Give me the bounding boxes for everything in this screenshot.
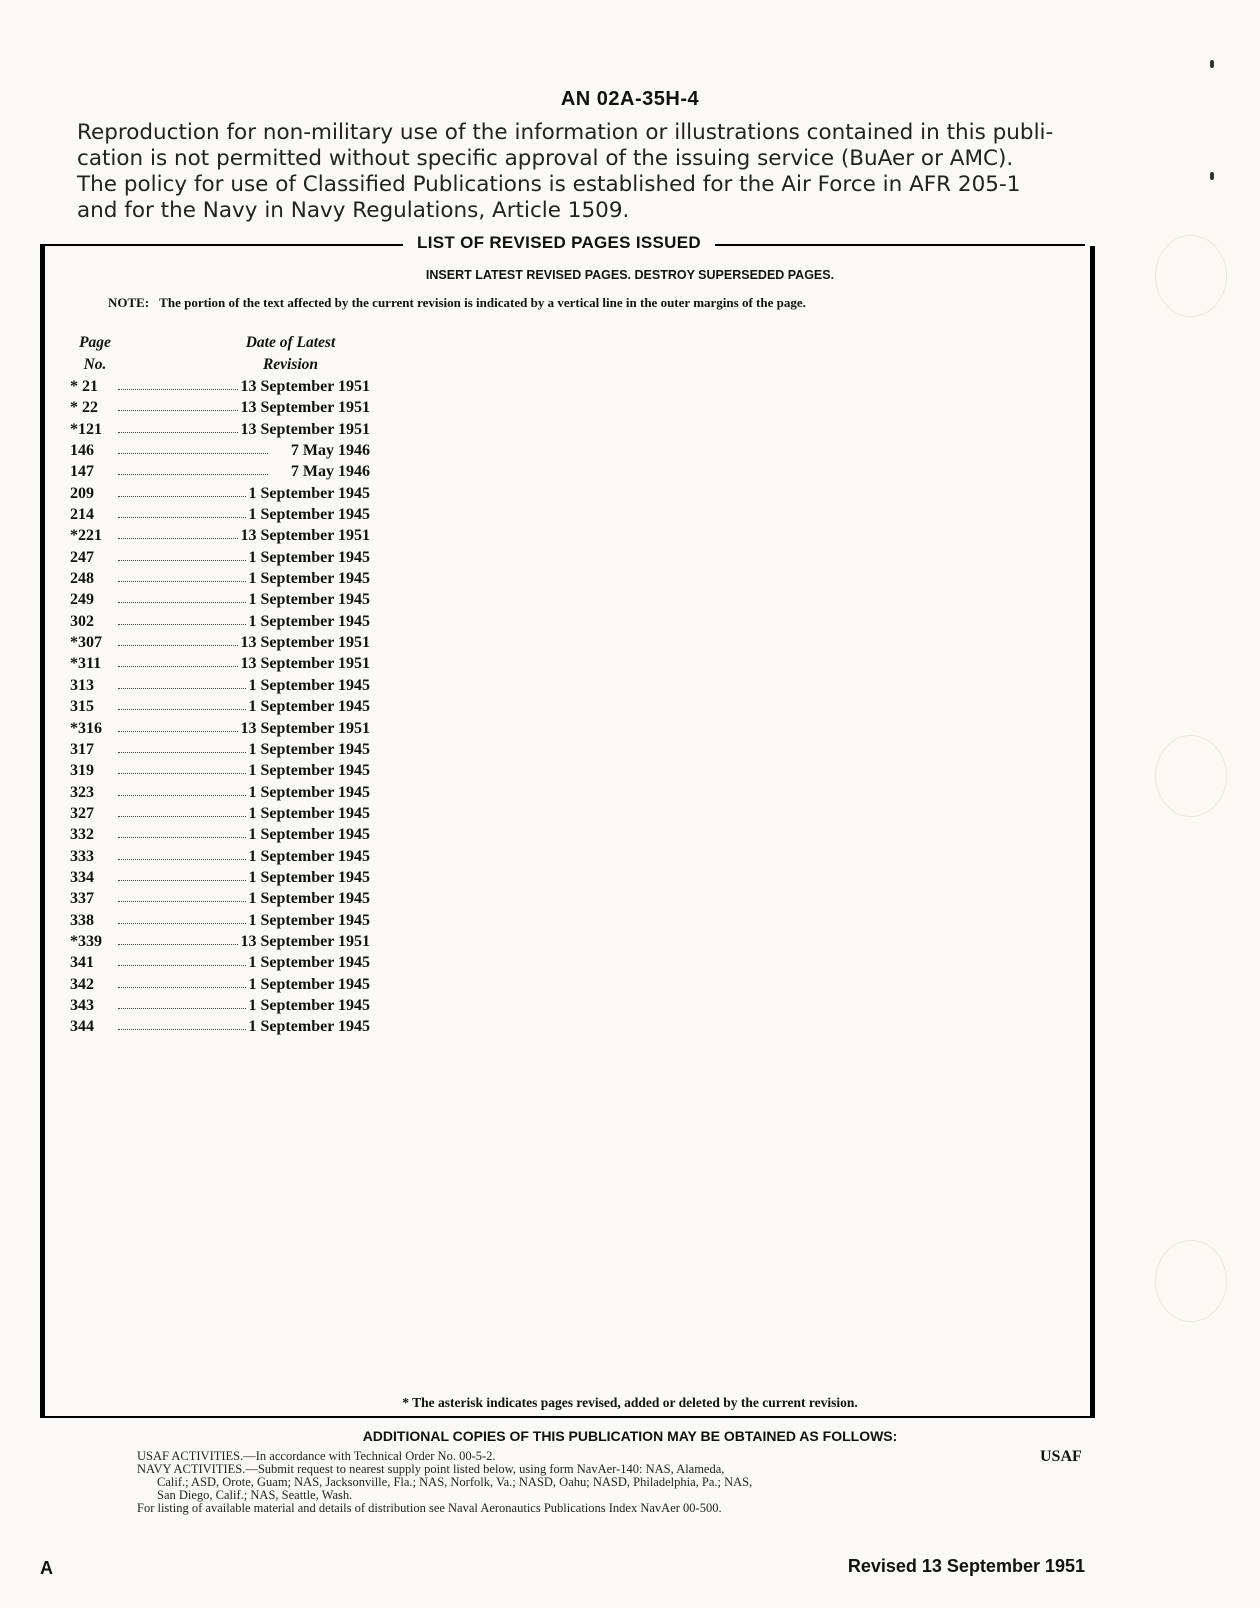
page-number xyxy=(70,784,142,802)
column-header-date-line: Date of Latest xyxy=(245,334,336,351)
revision-date: 1 September 1945 xyxy=(248,954,370,972)
revision-note xyxy=(108,295,1048,311)
page-number-text: 214 xyxy=(70,506,94,524)
revised-page-row xyxy=(70,591,370,612)
revision-date: 1 September 1945 xyxy=(248,975,370,993)
reproduction-line: and for the Navy in Navy Regulations, Article 1509. xyxy=(77,198,630,223)
revised-pages-title: LIST OF REVISED PAGES ISSUED xyxy=(417,233,701,252)
page-number-text: 343 xyxy=(70,996,94,1014)
listing-line: For listing of available material and details of distribution see Naval Aeronautics Publications Index NavAer 00-500. xyxy=(137,1501,722,1515)
page-number-text: 317 xyxy=(70,740,94,758)
revision-date: 1 September 1945 xyxy=(248,676,370,694)
usaf-activities-line: USAF ACTIVITIES.—In accordance with Technical Order No. 00-5-2. xyxy=(137,1449,496,1463)
revision-date: 13 September 1951 xyxy=(240,932,370,950)
page-number xyxy=(70,655,142,673)
page-number xyxy=(70,463,142,481)
page-number-text: 313 xyxy=(70,676,94,694)
column-header-page xyxy=(70,332,120,376)
revised-page-row xyxy=(70,848,370,869)
page-number xyxy=(70,591,142,609)
binding-mark xyxy=(1210,60,1214,68)
revision-date: 13 September 1951 xyxy=(240,527,370,545)
page-number xyxy=(70,634,142,652)
note-label: NOTE: xyxy=(108,295,150,310)
revision-date: 13 September 1951 xyxy=(240,378,370,395)
page-number xyxy=(70,976,142,994)
revised-page-row xyxy=(70,997,370,1018)
revised-page-row xyxy=(70,698,370,719)
page-number xyxy=(70,869,142,887)
revision-date: 1 September 1945 xyxy=(248,548,370,566)
revised-page-row xyxy=(70,655,370,676)
page-number-text: 332 xyxy=(70,826,94,844)
navy-activities-line: San Diego, Calif.; NAS, Seattle, Wash. xyxy=(157,1488,353,1502)
revised-page-row xyxy=(70,570,370,591)
page-number xyxy=(70,442,142,460)
revision-date: 1 September 1945 xyxy=(248,698,370,716)
page-number-text: *307 xyxy=(70,634,102,652)
asterisk-footnote: * The asterisk indicates pages revised, added or deleted by the current revision. xyxy=(402,1395,858,1410)
revised-page-row xyxy=(70,1018,370,1039)
page-number xyxy=(70,805,142,823)
column-header-date-line: Revision xyxy=(262,356,319,373)
page-number xyxy=(70,954,142,972)
revision-date: 1 September 1945 xyxy=(248,612,370,630)
usaf-tag: USAF xyxy=(1040,1448,1082,1465)
page-number-text: *316 xyxy=(70,719,102,737)
revision-date: 1 September 1945 xyxy=(248,484,370,502)
page-number-text: * 21 xyxy=(70,378,98,395)
revised-page-row xyxy=(70,741,370,762)
page-number xyxy=(70,848,142,866)
revised-page-row xyxy=(70,933,370,954)
revised-page-row xyxy=(70,805,370,826)
page-number-text: *311 xyxy=(70,655,102,673)
revision-date: 13 September 1951 xyxy=(240,399,370,417)
revised-page-row xyxy=(70,549,370,570)
page-number-text: 249 xyxy=(70,591,94,609)
revised-page-row xyxy=(70,399,370,420)
page-number-text: 248 xyxy=(70,570,94,588)
page-number xyxy=(70,933,142,951)
page-number-text: 147 xyxy=(70,463,94,481)
page-number-text: 315 xyxy=(70,698,94,716)
page-number-text: 344 xyxy=(70,1018,94,1036)
revised-page-row xyxy=(70,634,370,655)
page-number-text: 247 xyxy=(70,548,94,566)
punch-hole xyxy=(1155,735,1227,817)
page-number-text: * 22 xyxy=(70,399,98,417)
reproduction-notice xyxy=(77,120,1067,224)
column-header-page-line: Page xyxy=(79,334,111,351)
page-number-text: 302 xyxy=(70,612,94,630)
page-number-text: 337 xyxy=(70,890,94,908)
page-number xyxy=(70,912,142,930)
revision-date: 1 September 1945 xyxy=(248,591,370,609)
page-number xyxy=(70,549,142,567)
page-number-text: *339 xyxy=(70,932,102,950)
revised-page-row xyxy=(70,954,370,975)
revised-page-row xyxy=(70,527,370,548)
revision-date: 1 September 1945 xyxy=(248,911,370,929)
page-number xyxy=(70,826,142,844)
revised-page-row xyxy=(70,762,370,783)
revision-date: 7 May 1946 xyxy=(290,442,370,460)
revision-date: 1 September 1945 xyxy=(248,1018,370,1036)
punch-hole xyxy=(1155,235,1227,317)
revision-date: 1 September 1945 xyxy=(248,826,370,844)
page-number xyxy=(70,506,142,524)
page-number xyxy=(70,527,142,545)
revised-page-row xyxy=(70,506,370,527)
revision-date: 1 September 1945 xyxy=(248,847,370,865)
revision-date: 7 May 1946 xyxy=(290,463,370,481)
distribution-instructions xyxy=(137,1450,997,1515)
revised-page-row xyxy=(70,890,370,911)
revision-date: 13 September 1951 xyxy=(240,719,370,737)
revised-date: Revised 13 September 1951 xyxy=(847,1556,1085,1576)
page-number xyxy=(70,997,142,1015)
page-number-text: *221 xyxy=(70,527,102,545)
revision-date: 1 September 1945 xyxy=(248,996,370,1014)
reproduction-line: Reproduction for non-military use of the information or illustrations contained in this publi- xyxy=(77,120,1054,145)
revision-date: 1 September 1945 xyxy=(248,890,370,908)
additional-copies-title: ADDITIONAL COPIES OF THIS PUBLICATION MAY BE OBTAINED AS FOLLOWS: xyxy=(362,1428,898,1444)
column-header-date xyxy=(228,332,353,376)
revised-page-row xyxy=(70,912,370,933)
page-number-text: 146 xyxy=(70,442,94,460)
page-number xyxy=(70,762,142,780)
revision-date: 1 September 1945 xyxy=(248,868,370,886)
revised-page-row xyxy=(70,485,370,506)
page-number xyxy=(70,698,142,716)
revised-page-row xyxy=(70,421,370,442)
page-number xyxy=(70,741,142,759)
column-header-page-line: No. xyxy=(83,356,107,373)
revised-page-row xyxy=(70,463,370,484)
revised-page-row xyxy=(70,720,370,741)
page-number-text: 338 xyxy=(70,911,94,929)
revised-page-row xyxy=(70,826,370,847)
page-number xyxy=(70,613,142,631)
page-number-text: 341 xyxy=(70,954,94,972)
revised-page-row xyxy=(70,677,370,698)
revision-date: 13 September 1951 xyxy=(240,420,370,438)
page-number xyxy=(70,421,142,439)
page-number-text: 209 xyxy=(70,484,94,502)
punch-hole xyxy=(1155,1240,1227,1322)
document-number: AN 02A-35H-4 xyxy=(560,88,700,110)
page-number-text: 327 xyxy=(70,804,94,822)
revised-page-row xyxy=(70,784,370,805)
page-number-text: *121 xyxy=(70,420,102,438)
revised-page-row xyxy=(70,976,370,997)
page-number xyxy=(70,1018,142,1036)
reproduction-line: The policy for use of Classified Publications is established for the Air Force in AFR 205-1 xyxy=(77,172,1021,197)
page-number xyxy=(70,485,142,503)
navy-activities-line: Calif.; ASD, Orote, Guam; NAS, Jacksonville, Fla.; NAS, Norfolk, Va.; NASD, Oahu; NASD, Philadelphia, Pa.; NAS, xyxy=(157,1475,753,1489)
binding-mark xyxy=(1210,172,1214,180)
insert-instruction: INSERT LATEST REVISED PAGES. DESTROY SUPERSEDED PAGES. xyxy=(425,268,835,282)
revised-page-row xyxy=(70,613,370,634)
page-letter: A xyxy=(40,1558,53,1578)
reproduction-line: cation is not permitted without specific approval of the issuing service (BuAer or AMC). xyxy=(77,146,1014,171)
page-number-text: 334 xyxy=(70,868,94,886)
page-number xyxy=(70,890,142,908)
revised-page-row xyxy=(70,869,370,890)
page-number-text: 323 xyxy=(70,783,94,801)
revision-date: 1 September 1945 xyxy=(248,740,370,758)
page-number xyxy=(70,677,142,695)
revised-page-row xyxy=(70,378,370,399)
note-text: The portion of the text affected by the current revision is indicated by a vertical line in the outer margins of the page. xyxy=(159,295,806,310)
page-number-text: 342 xyxy=(70,975,94,993)
revision-date: 13 September 1951 xyxy=(240,655,370,673)
page-number xyxy=(70,399,142,417)
revision-date: 1 September 1945 xyxy=(248,506,370,524)
revised-page-row xyxy=(70,442,370,463)
revised-pages-list xyxy=(70,378,370,1040)
revision-date: 1 September 1945 xyxy=(248,783,370,801)
page-number xyxy=(70,378,142,396)
navy-activities-line: NAVY ACTIVITIES.—Submit request to nearest supply point listed below, using form NavAer-140: NAS, Alameda, xyxy=(137,1462,725,1476)
revision-date: 1 September 1945 xyxy=(248,762,370,780)
revision-date: 13 September 1951 xyxy=(240,634,370,652)
revision-date: 1 September 1945 xyxy=(248,804,370,822)
revision-date: 1 September 1945 xyxy=(248,570,370,588)
page-number-text: 319 xyxy=(70,762,94,780)
page-number-text: 333 xyxy=(70,847,94,865)
page-number xyxy=(70,570,142,588)
page-number xyxy=(70,720,142,738)
